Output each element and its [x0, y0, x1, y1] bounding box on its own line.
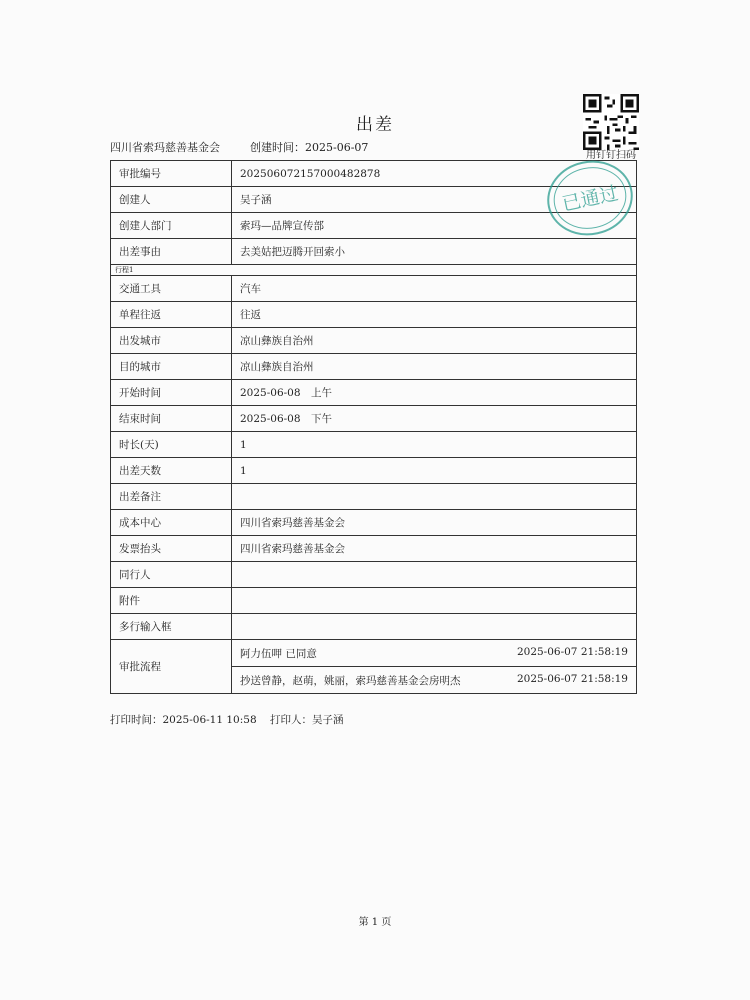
trip-header-row: [111, 265, 637, 276]
field-value: 凉山彝族自治州: [232, 354, 637, 380]
field-value: 汽车: [232, 276, 637, 302]
qr-caption: 用钉钉扫码: [586, 150, 636, 161]
qr-code-icon[interactable]: [583, 94, 639, 150]
table-row: [111, 614, 637, 640]
approval-flow-section: [111, 640, 637, 694]
approval-row-1: [111, 640, 637, 667]
field-value: 凉山彝族自治州: [232, 328, 637, 354]
trip-details-section: [111, 276, 637, 640]
approval-label: 审批流程: [111, 640, 232, 694]
organization-name: 四川省索玛慈善基金会: [110, 141, 220, 154]
field-value: 往返: [232, 302, 637, 328]
table-row: [111, 302, 637, 328]
field-label: 多行输入框: [111, 614, 232, 640]
field-value: 四川省索玛慈善基金会: [232, 536, 637, 562]
page-title: 出差: [356, 115, 394, 135]
field-label: 目的城市: [111, 354, 232, 380]
table-row: [111, 380, 637, 406]
approval-step-1: [232, 640, 637, 667]
field-label: 成本中心: [111, 510, 232, 536]
table-row: [111, 458, 637, 484]
field-value: 四川省索玛慈善基金会: [232, 510, 637, 536]
created-time: [250, 139, 368, 155]
field-value: 1: [232, 432, 637, 458]
field-value: 吴子涵: [232, 187, 637, 213]
field-label: 出差备注: [111, 484, 232, 510]
table-row: [111, 484, 637, 510]
field-value: 索玛—品牌宣传部: [232, 213, 637, 239]
table-row: [111, 354, 637, 380]
field-label: 结束时间: [111, 406, 232, 432]
approval-step-2: [232, 667, 637, 694]
table-row: [111, 588, 637, 614]
table-row: [111, 510, 637, 536]
table-row: [111, 276, 637, 302]
page-number: 第 1 页: [358, 917, 392, 928]
trip-label: 行程1: [111, 265, 637, 276]
table-row: [111, 432, 637, 458]
field-label: 审批编号: [111, 161, 232, 187]
field-value: 去美姑把迈腾开回索小: [232, 239, 637, 265]
field-value: [232, 588, 637, 614]
field-value: 2025-06-08 下午: [232, 406, 637, 432]
field-label: 同行人: [111, 562, 232, 588]
created-value: 2025-06-07: [305, 141, 369, 154]
field-value: 202506072157000482878: [232, 161, 637, 187]
field-label: 创建人部门: [111, 213, 232, 239]
stamp-text: 已通过: [560, 182, 621, 216]
field-label: 开始时间: [111, 380, 232, 406]
approval-step-text: 抄送曾静，赵萌，姚丽，索玛慈善基金会房明杰: [240, 674, 461, 687]
field-value: 1: [232, 458, 637, 484]
field-label: 出发城市: [111, 328, 232, 354]
print-time: 打印时间：2025-06-11 10:58: [110, 714, 257, 726]
field-value: [232, 484, 637, 510]
field-label: 交通工具: [111, 276, 232, 302]
field-value: [232, 614, 637, 640]
field-label: 附件: [111, 588, 232, 614]
field-label: 单程往返: [111, 302, 232, 328]
table-row: [111, 536, 637, 562]
trip-section: [111, 265, 637, 276]
created-label: 创建时间：: [250, 141, 305, 154]
table-row: [111, 406, 637, 432]
approval-step-time: 2025-06-07 21:58:19: [516, 672, 628, 685]
field-label: 出差事由: [111, 239, 232, 265]
field-label: 时长(天): [111, 432, 232, 458]
table-row: [111, 562, 637, 588]
field-label: 出差天数: [111, 458, 232, 484]
approval-step-text: 阿力伍呷 已同意: [240, 647, 317, 660]
field-label: 创建人: [111, 187, 232, 213]
approval-step-time: 2025-06-07 21:58:19: [516, 645, 628, 658]
field-value: 2025-06-08 上午: [232, 380, 637, 406]
field-value: [232, 562, 637, 588]
printer: 打印人：吴子涵: [270, 714, 344, 726]
table-row: [111, 328, 637, 354]
field-label: 发票抬头: [111, 536, 232, 562]
